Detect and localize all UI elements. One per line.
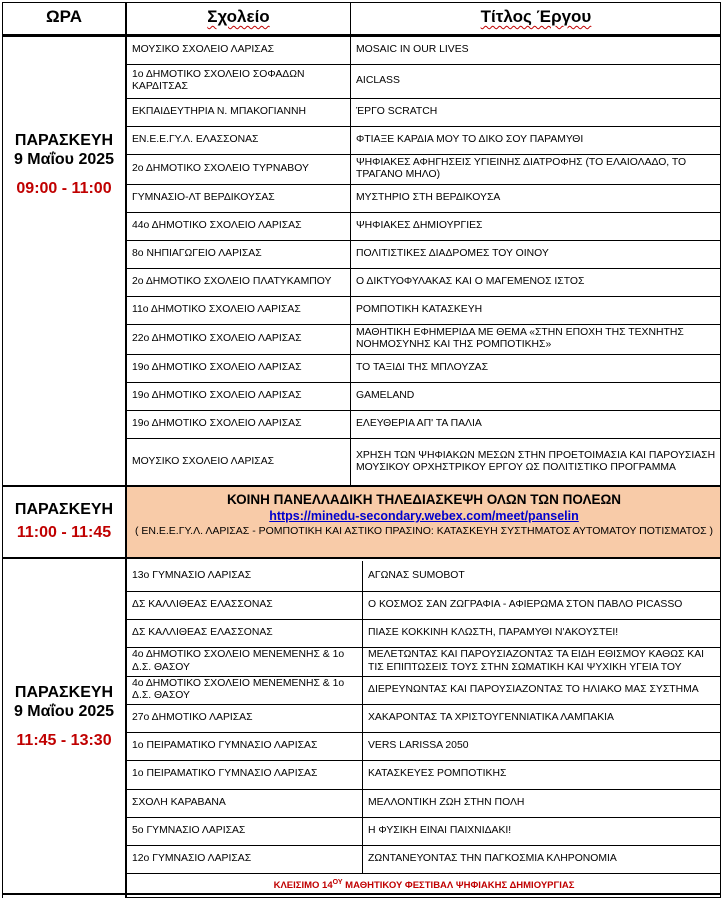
closing-suffix: ΜΑΘΗΤΙΚΟΥ ΦΕΣΤΙΒΑΛ ΨΗΦΙΑΚΗΣ ΔΗΜΙΟΥΡΓΙΑΣ (342, 880, 575, 892)
session3-row-title: ΧΑΚΑΡΟΝΤΑΣ ΤΑ ΧΡΙΣΤΟΥΓΕΝΝΙΑΤΙΚΑ ΛΑΜΠΑΚΙΑ (368, 711, 614, 723)
session3-date: 9 Μαΐου 2025 (13, 703, 115, 720)
session3-row-school: ΣΧΟΛΗ ΚΑΡΑΒΑΝΑ (132, 796, 226, 808)
header-school (127, 0, 350, 34)
session3-row-title: ΑΓΩΝΑΣ SUMOBOT (368, 569, 465, 581)
session1-row-title: ΧΡΗΣΗ ΤΩΝ ΨΗΦΙΑΚΩΝ ΜΕΣΩΝ ΣΤΗΝ ΠΡΟΕΤΟΙΜΑΣΙΑ ΚΑΙ ΠΑΡΟΥΣΙΑΣΗ ΜΟΥΣΙΚΟΥ ΟΡΧΗΣΤΡΙΚΟΥ ΕΡΓΟΥ ΩΣ ΠΟΛΙΤΙΣΤΙΚΟ ΠΡΟΓΡΑΜΜΑ (356, 449, 716, 473)
session1-row-school: 1ο ΔΗΜΟΤΙΚΟ ΣΧΟΛΕΙΟ ΣΟΦΑΔΩΝ ΚΑΡΔΙΤΣΑΣ (132, 68, 305, 92)
session1-row-school: 19ο ΔΗΜΟΤΙΚΟ ΣΧΟΛΕΙΟ ΛΑΡΙΣΑΣ (132, 361, 302, 373)
session1-row-school: 19ο ΔΗΜΟΤΙΚΟ ΣΧΟΛΕΙΟ ΛΑΡΙΣΑΣ (132, 389, 302, 401)
session3-time: 11:45 - 13:30 (16, 732, 112, 749)
session3-day: ΠΑΡΑΣΚΕΥΗ (14, 684, 114, 701)
session3-row-title: ΚΑΤΑΣΚΕΥΕΣ ΡΟΜΠΟΤΙΚΗΣ (368, 768, 507, 780)
header-title-label: Τίτλος Έργου (480, 7, 592, 26)
session1-day-block (2, 131, 126, 198)
session1-date: 9 Μαΐου 2025 (13, 151, 115, 168)
session1-row-title: ΦΤΙΑΞΕ ΚΑΡΔΙΑ ΜΟΥ ΤΟ ΔΙΚΟ ΣΟΥ ΠΑΡΑΜΥΘΙ (356, 133, 584, 145)
banner-note: ( ΕΝ.Ε.Ε.ΓΥ.Λ. ΛΑΡΙΣΑΣ - ΡΟΜΠΟΤΙΚΗ ΚΑΙ ΑΣΤΙΚΟ ΠΡΑΣΙΝΟ: ΚΑΤΑΣΚΕΥΗ ΣΥΣΤΗΜΑΤΟΣ ΑΥΤΟΜΑΤΟΥ ΠΟΤΙΣΜΑΤΟΣ ) (134, 525, 714, 537)
banner-link[interactable]: https://minedu-secondary.webex.com/meet/panselin (269, 509, 579, 523)
session1-row-school: 11ο ΔΗΜΟΤΙΚΟ ΣΧΟΛΕΙΟ ΛΑΡΙΣΑΣ (132, 303, 301, 315)
session1-row-school: 2ο ΔΗΜΟΤΙΚΟ ΣΧΟΛΕΙΟ ΠΛΑΤΥΚΑΜΠΟΥ (132, 275, 332, 287)
session1-row-school: 8ο ΝΗΠΙΑΓΩΓΕΙΟ ΛΑΡΙΣΑΣ (132, 247, 262, 259)
session3-row-title: ΜΕΛΕΤΩΝΤΑΣ ΚΑΙ ΠΑΡΟΥΣΙΑΖΟΝΤΑΣ ΤΑ ΕΙΔΗ ΕΘΙΣΜΟΥ ΚΑΘΩΣ ΚΑΙ ΤΙΣ ΕΠΙΠΤΩΣΕΙΣ ΤΟΥΣ ΣΤΗΝ ΣΩΜΑΤΙΚΗ ΚΑΙ ΨΥΧΙΚΗ ΥΓΕΙΑ ΤΟΥ (368, 649, 705, 673)
session1-row-school: 19ο ΔΗΜΟΤΙΚΟ ΣΧΟΛΕΙΟ ΛΑΡΙΣΑΣ (132, 417, 302, 429)
session1-row-title: ΨΗΦΙΑΚΕΣ ΔΗΜΙΟΥΡΓΙΕΣ (356, 219, 483, 231)
session3-row-school: ΔΣ ΚΑΛΛΙΘΕΑΣ ΕΛΑΣΣΟΝΑΣ (132, 598, 273, 610)
session3-row-school: ΔΣ ΚΑΛΛΙΘΕΑΣ ΕΛΑΣΣΟΝΑΣ (132, 626, 273, 638)
session3-row-school: 4ο ΔΗΜΟΤΙΚΟ ΣΧΟΛΕΙΟ ΜΕΝΕΜΕΝΗΣ & 1ο Δ.Σ. ΘΑΣΟΥ (132, 649, 345, 673)
session3-row-title: Η ΦΥΣΙΚΗ ΕΙΝΑΙ ΠΑΙΧΝΙΔΑΚΙ! (368, 824, 512, 836)
banner-title: ΚΟΙΝΗ ΠΑΝΕΛΛΑΔΙΚΗ ΤΗΛΕΔΙΑΣΚΕΨΗ ΟΛΩΝ ΤΩΝ ΠΟΛΕΩΝ (226, 492, 622, 507)
table-bottom-border (2, 893, 721, 895)
session3-row-school: 1ο ΠΕΙΡΑΜΑΤΙΚΟ ΓΥΜΝΑΣΙΟ ΛΑΡΙΣΑΣ (132, 768, 318, 780)
session3-row-school: 27ο ΔΗΜΟΤΙΚΟ ΛΑΡΙΣΑΣ (132, 711, 253, 723)
session1-row-school: ΕΚΠΑΙΔΕΥΤΗΡΙΑ Ν. ΜΠΑΚΟΓΙΑΝΝΗ (132, 105, 307, 117)
session2-day-block (2, 500, 126, 542)
header-time (2, 0, 126, 34)
session3-row-title: ΜΕΛΛΟΝΤΙΚΗ ΖΩΗ ΣΤΗΝ ΠΟΛΗ (368, 796, 525, 808)
session1-row-school: 2ο ΔΗΜΟΤΙΚΟ ΣΧΟΛΕΙΟ ΤΥΡΝΑΒΟΥ (132, 162, 309, 174)
closing-prefix: ΚΛΕΙΣΙΜΟ 14 (273, 880, 333, 892)
table-left-border (2, 2, 3, 898)
session1-row-title: MOSAIC IN OUR LIVES (356, 43, 469, 55)
conference-banner (127, 486, 721, 557)
session1-row-title: ΠΟΛΙΤΙΣΤΙΚΕΣ ΔΙΑΔΡΟΜΕΣ ΤΟΥ ΟΙΝΟΥ (356, 247, 549, 259)
session1-row-title: ΨΗΦΙΑΚΕΣ ΑΦΗΓΗΣΕΙΣ ΥΓΙΕΙΝΗΣ ΔΙΑΤΡΟΦΗΣ (ΤΟ ΕΛΑΙΟΛΑΔΟ, ΤΟ ΤΡΑΓΑΝΟ ΜΗΛΟ) (356, 156, 687, 180)
session2-day: ΠΑΡΑΣΚΕΥΗ (14, 501, 114, 518)
session2-time: 11:00 - 11:45 (16, 524, 112, 541)
header-school-label: Σχολείο (207, 7, 270, 26)
session1-row-school: ΓΥΜΝΑΣΙΟ-ΛΤ ΒΕΡΔΙΚΟΥΣΑΣ (132, 191, 275, 203)
session1-row-title: ΈΡΓΟ SCRATCH (356, 105, 438, 117)
session3-row-school: 1ο ΠΕΙΡΑΜΑΤΙΚΟ ΓΥΜΝΑΣΙΟ ΛΑΡΙΣΑΣ (132, 739, 318, 751)
session1-row-title: GAMELAND (356, 389, 415, 401)
session3-row-title: ΖΩΝΤΑΝΕΥΟΝΤΑΣ ΤΗΝ ΠΑΓΚΟΣΜΙΑ ΚΛΗΡΟΝΟΜΙΑ (368, 852, 617, 864)
session3-row-title: ΔΙΕΡΕΥΝΩΝΤΑΣ ΚΑΙ ΠΑΡΟΥΣΙΑΖΟΝΤΑΣ ΤΟ ΗΛΙΑΚΟ ΜΑΣ ΣΥΣΤΗΜΑ (368, 683, 699, 695)
session2-bottom-border (2, 557, 721, 559)
session3-row-title: Ο ΚΟΣΜΟΣ ΣΑΝ ΖΩΓΡΑΦΙΑ - ΑΦΙΕΡΩΜΑ ΣΤΟΝ ΠΑΒΛΟ PICASSO (368, 598, 683, 610)
session1-row-school: 22ο ΔΗΜΟΤΙΚΟ ΣΧΟΛΕΙΟ ΛΑΡΙΣΑΣ (132, 332, 302, 344)
closing-text (127, 873, 721, 893)
session1-row-school: ΕΝ.Ε.Ε.ΓΥ.Λ. ΕΛΑΣΣΟΝΑΣ (132, 133, 259, 145)
closing-top-border (127, 873, 721, 874)
session3-row-title: ΠΙΑΣΕ ΚΟΚΚΙΝΗ ΚΛΩΣΤΗ, ΠΑΡΑΜΥΘΙ Ν'ΑΚΟΥΣΤΕΙ! (368, 626, 619, 638)
table-bottom-border-2 (127, 897, 721, 898)
session1-row-title: ΜΑΘΗΤΙΚΗ ΕΦΗΜΕΡΙΔΑ ΜΕ ΘΕΜΑ «ΣΤΗΝ ΕΠΟΧΗ ΤΗΣ ΤΕΧΝΗΤΗΣ ΝΟΗΜΟΣΥΝΗΣ ΚΑΙ ΤΗΣ ΡΟΜΠΟΤΙΚΗΣ» (356, 326, 684, 350)
session1-row-school: 44ο ΔΗΜΟΤΙΚΟ ΣΧΟΛΕΙΟ ΛΑΡΙΣΑΣ (132, 219, 302, 231)
session3-row-school: 12ο ΓΥΜΝΑΣΙΟ ΛΑΡΙΣΑΣ (132, 852, 252, 864)
header-divider (350, 2, 351, 34)
session1-row-school: ΜΟΥΣΙΚΟ ΣΧΟΛΕΙΟ ΛΑΡΙΣΑΣ (132, 43, 275, 55)
session1-row-title: ΡΟΜΠΟΤΙΚΗ ΚΑΤΑΣΚΕΥΗ (356, 303, 483, 315)
session1-row-school: ΜΟΥΣΙΚΟ ΣΧΟΛΕΙΟ ΛΑΡΙΣΑΣ (132, 455, 275, 467)
session1-row-title: AICLASS (356, 74, 400, 86)
session1-time: 09:00 - 11:00 (16, 180, 112, 197)
session3-row-school: 4ο ΔΗΜΟΤΙΚΟ ΣΧΟΛΕΙΟ ΜΕΝΕΜΕΝΗΣ & 1ο Δ.Σ. ΘΑΣΟΥ (132, 677, 345, 701)
session1-row-title: ΜΥΣΤΗΡΙΟ ΣΤΗ ΒΕΡΔΙΚΟΥΣΑ (356, 191, 501, 203)
header-title (351, 0, 721, 34)
session1-row-title: ΕΛΕΥΘΕΡΙΑ ΑΠ' ΤΑ ΠΑΛΙΑ (356, 417, 482, 429)
table-right-border (720, 2, 721, 898)
closing-sup: ΟΥ (332, 879, 343, 886)
session3-day-block (2, 683, 126, 750)
header-time-label: ΩΡΑ (46, 7, 82, 26)
session1-bottom-border (2, 485, 721, 487)
table-top-border (2, 2, 721, 3)
session3-row-title: VERS LARISSA 2050 (368, 739, 469, 751)
session1-row-title: Ο ΔΙΚΤΥΟΦΥΛΑΚΑΣ ΚΑΙ Ο ΜΑΓΕΜΕΝΟΣ ΙΣΤΟΣ (356, 275, 585, 287)
session1-day: ΠΑΡΑΣΚΕΥΗ (14, 132, 114, 149)
session3-row-school: 13ο ΓΥΜΝΑΣΙΟ ΛΑΡΙΣΑΣ (132, 569, 252, 581)
session3-row-school: 5ο ΓΥΜΝΑΣΙΟ ΛΑΡΙΣΑΣ (132, 824, 246, 836)
session1-row-title: ΤΟ ΤΑΞΙΔΙ ΤΗΣ ΜΠΛΟΥΖΑΣ (356, 361, 489, 373)
